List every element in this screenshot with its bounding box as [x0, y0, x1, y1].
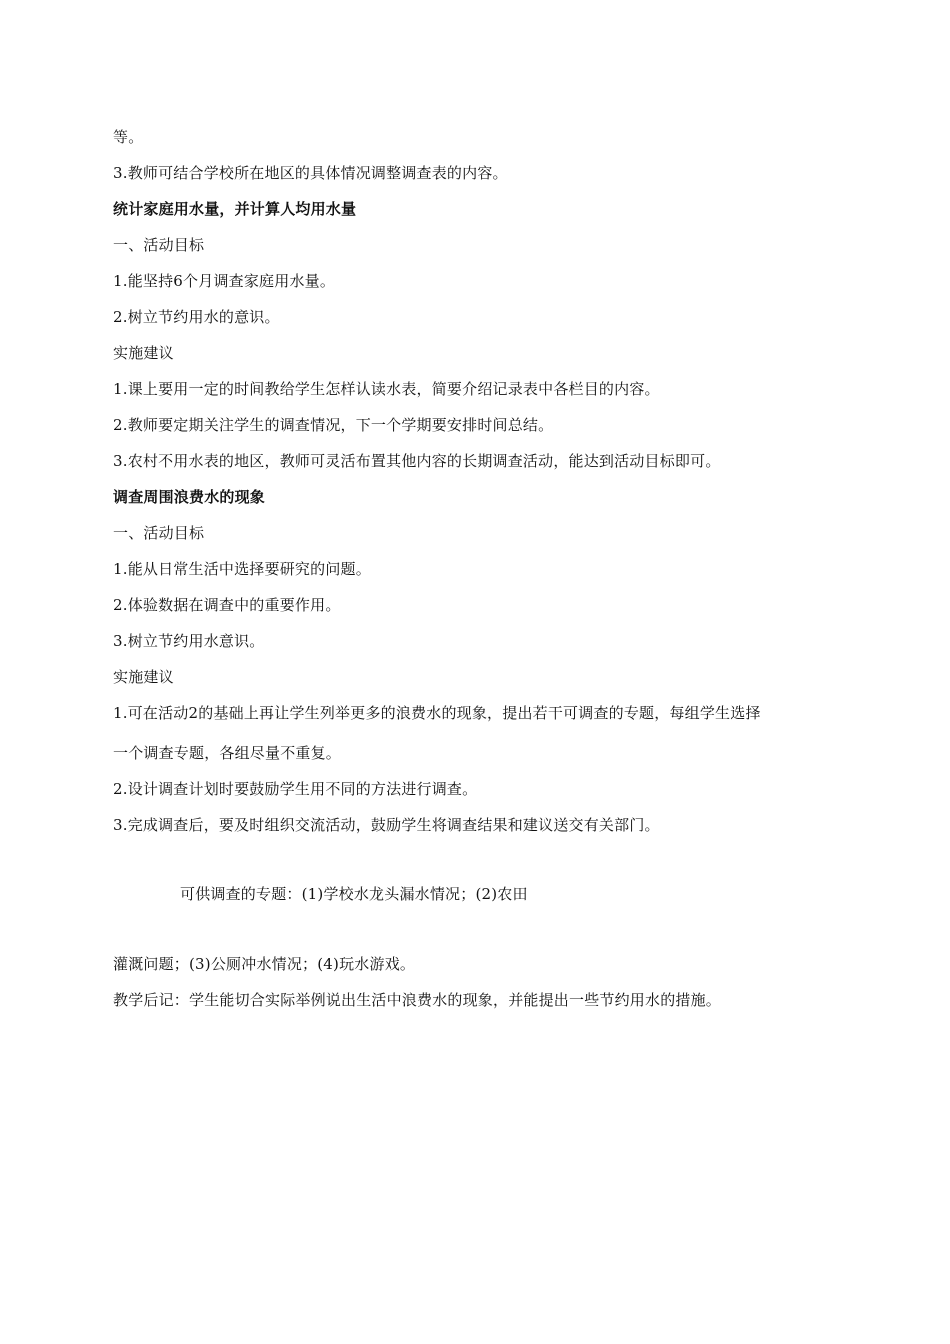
list-item: 2.体验数据在调查中的重要作用。 [113, 596, 341, 614]
paragraph-line: 3.教师可结合学校所在地区的具体情况调整调查表的内容。 [113, 164, 508, 182]
list-item: 2.设计调查计划时要鼓励学生用不同的方法进行调查。 [113, 780, 478, 798]
list-item: 3.农村不用水表的地区，教师可灵活布置其他内容的长期调查活动，能达到活动目标即可。 [113, 452, 721, 470]
paragraph-line: 等。 [113, 128, 144, 146]
section-heading: 统计家庭用水量，并计算人均用水量 [113, 200, 357, 218]
subsection-heading: 一、活动目标 [113, 524, 205, 542]
subsection-heading: 一、活动目标 [113, 236, 205, 254]
list-item: 1.能从日常生活中选择要研究的问题。 [113, 560, 371, 578]
list-item: 2.树立节约用水的意识。 [113, 308, 280, 326]
list-item: 1.可在活动2的基础上再让学生列举更多的浪费水的现象，提出若干可调查的专题，每组学生选择 [113, 704, 761, 722]
list-item: 3.完成调查后，要及时组织交流活动，鼓励学生将调查结果和建议送交有关部门。 [113, 816, 660, 834]
topics-line: 可供调查的专题：(1)学校水龙头漏水情况；(2)农田 [180, 885, 528, 903]
list-item-continuation: 一个调查专题，各组尽量不重复。 [113, 744, 342, 762]
topics-line-continuation: 灌溉问题；(3)公厕冲水情况；(4)玩水游戏。 [113, 955, 416, 973]
list-item: 3.树立节约用水意识。 [113, 632, 265, 650]
subsection-heading: 实施建议 [113, 344, 174, 362]
list-item: 1.课上要用一定的时间教给学生怎样认读水表，简要介绍记录表中各栏目的内容。 [113, 380, 660, 398]
teaching-notes: 教学后记：学生能切合实际举例说出生活中浪费水的现象，并能提出一些节约用水的措施。 [113, 991, 722, 1009]
section-heading: 调查周围浪费水的现象 [113, 488, 266, 506]
list-item: 1.能坚持6个月调查家庭用水量。 [113, 272, 336, 290]
subsection-heading: 实施建议 [113, 668, 174, 686]
list-item: 2.教师要定期关注学生的调查情况，下一个学期要安排时间总结。 [113, 416, 554, 434]
